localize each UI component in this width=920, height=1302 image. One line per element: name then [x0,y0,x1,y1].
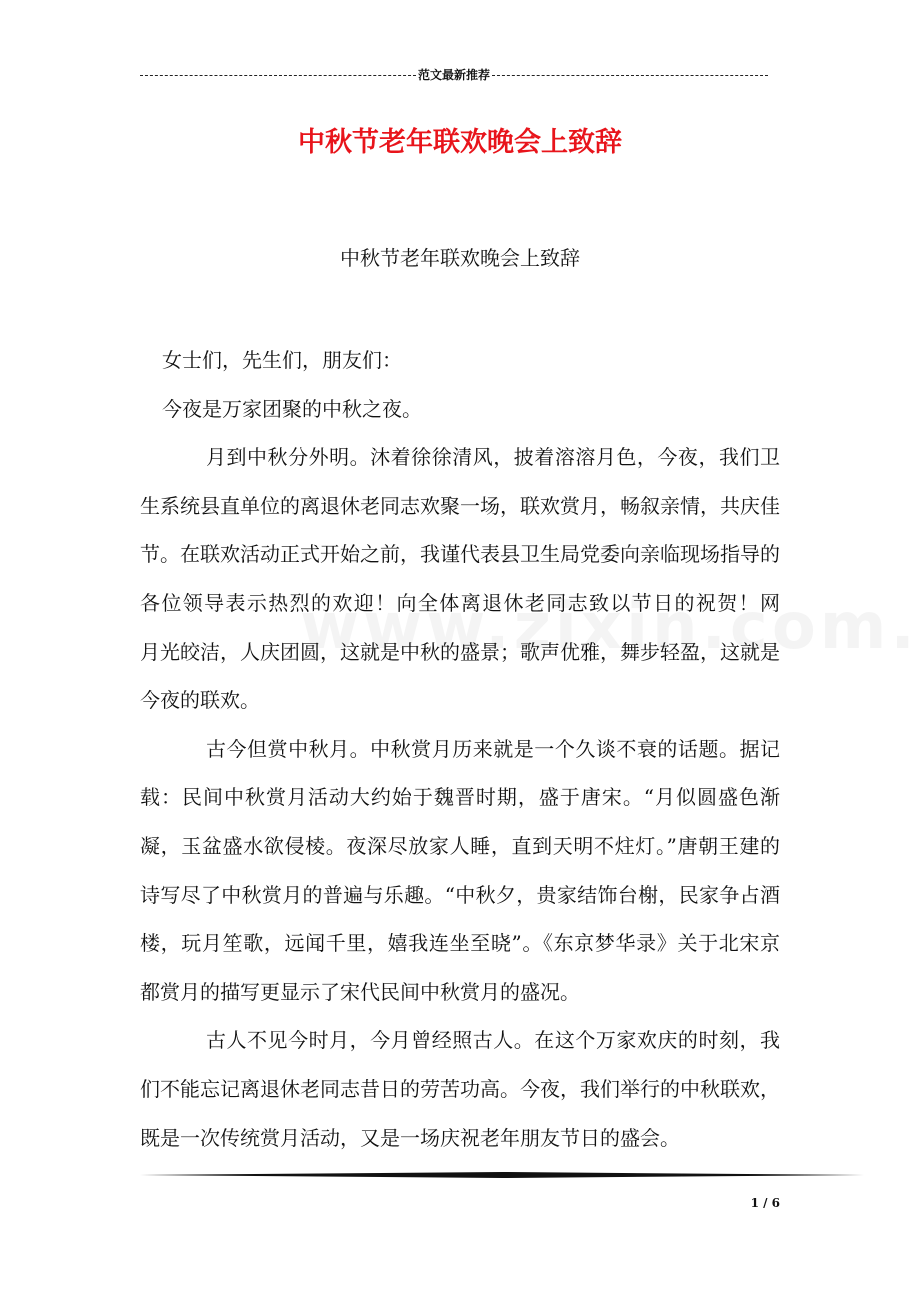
page-header [140,66,768,83]
header-label: 范文最新推荐 [418,68,491,82]
document-title: 中秋节老年联欢晚会上致辞 [298,127,622,158]
body-paragraph: 古今但赏中秋月。中秋赏月历来就是一个久谈不衰的话题。据记载：民间中秋赏月活动大约始于魏晋时期，盛于唐宋。“月似圆盛色渐凝，玉盆盛水欲侵棱。夜深尽放家人睡，直到天明不炷灯。”唐朝王建的诗写尽了中秋赏月的普遍与乐趣。“中秋夕，贵家结饰台榭，民家争占酒楼，玩月笙歌，远闻千里，嬉我连坐至晓”。《东京梦华录》关于北宋京都赏月的描写更显示了宋代民间中秋赏月的盛况。 [140,736,780,1004]
page-number: 1 / 6 [750,1196,780,1210]
header-dash-left [140,75,416,76]
header-dash-right [492,75,768,76]
footer-rule [140,1172,864,1178]
greeting-paragraph: 女士们，先生们，朋友们： [162,348,402,372]
document-body [140,336,820,1162]
document-subtitle: 中秋节老年联欢晚会上致辞 [340,246,580,270]
body-paragraph: 古人不见今时月，今月曾经照古人。在这个万家欢庆的时刻，我们不能忘记离退休老同志昔日的劳苦功高。今夜，我们举行的中秋联欢，既是一次传统赏月活动，又是一场庆祝老年朋友节日的盛会。 [140,1028,780,1150]
intro-paragraph: 今夜是万家团聚的中秋之夜。 [162,396,422,421]
body-paragraph: 月到中秋分外明。沐着徐徐清风，披着溶溶月色，今夜，我们卫生系统县直单位的离退休老同志欢聚一场，联欢赏月，畅叙亲情，共庆佳节。在联欢活动正式开始之前，我谨代表县卫生局党委向亲临现场指导的各位领导表示热烈的欢迎！向全体离退休老同志致以节日的祝贺！网 月光皎洁，人庆团圆，这就是中秋的盛景；歌声优雅，舞步轻盈，这就是今夜的联欢。 [140,445,820,713]
